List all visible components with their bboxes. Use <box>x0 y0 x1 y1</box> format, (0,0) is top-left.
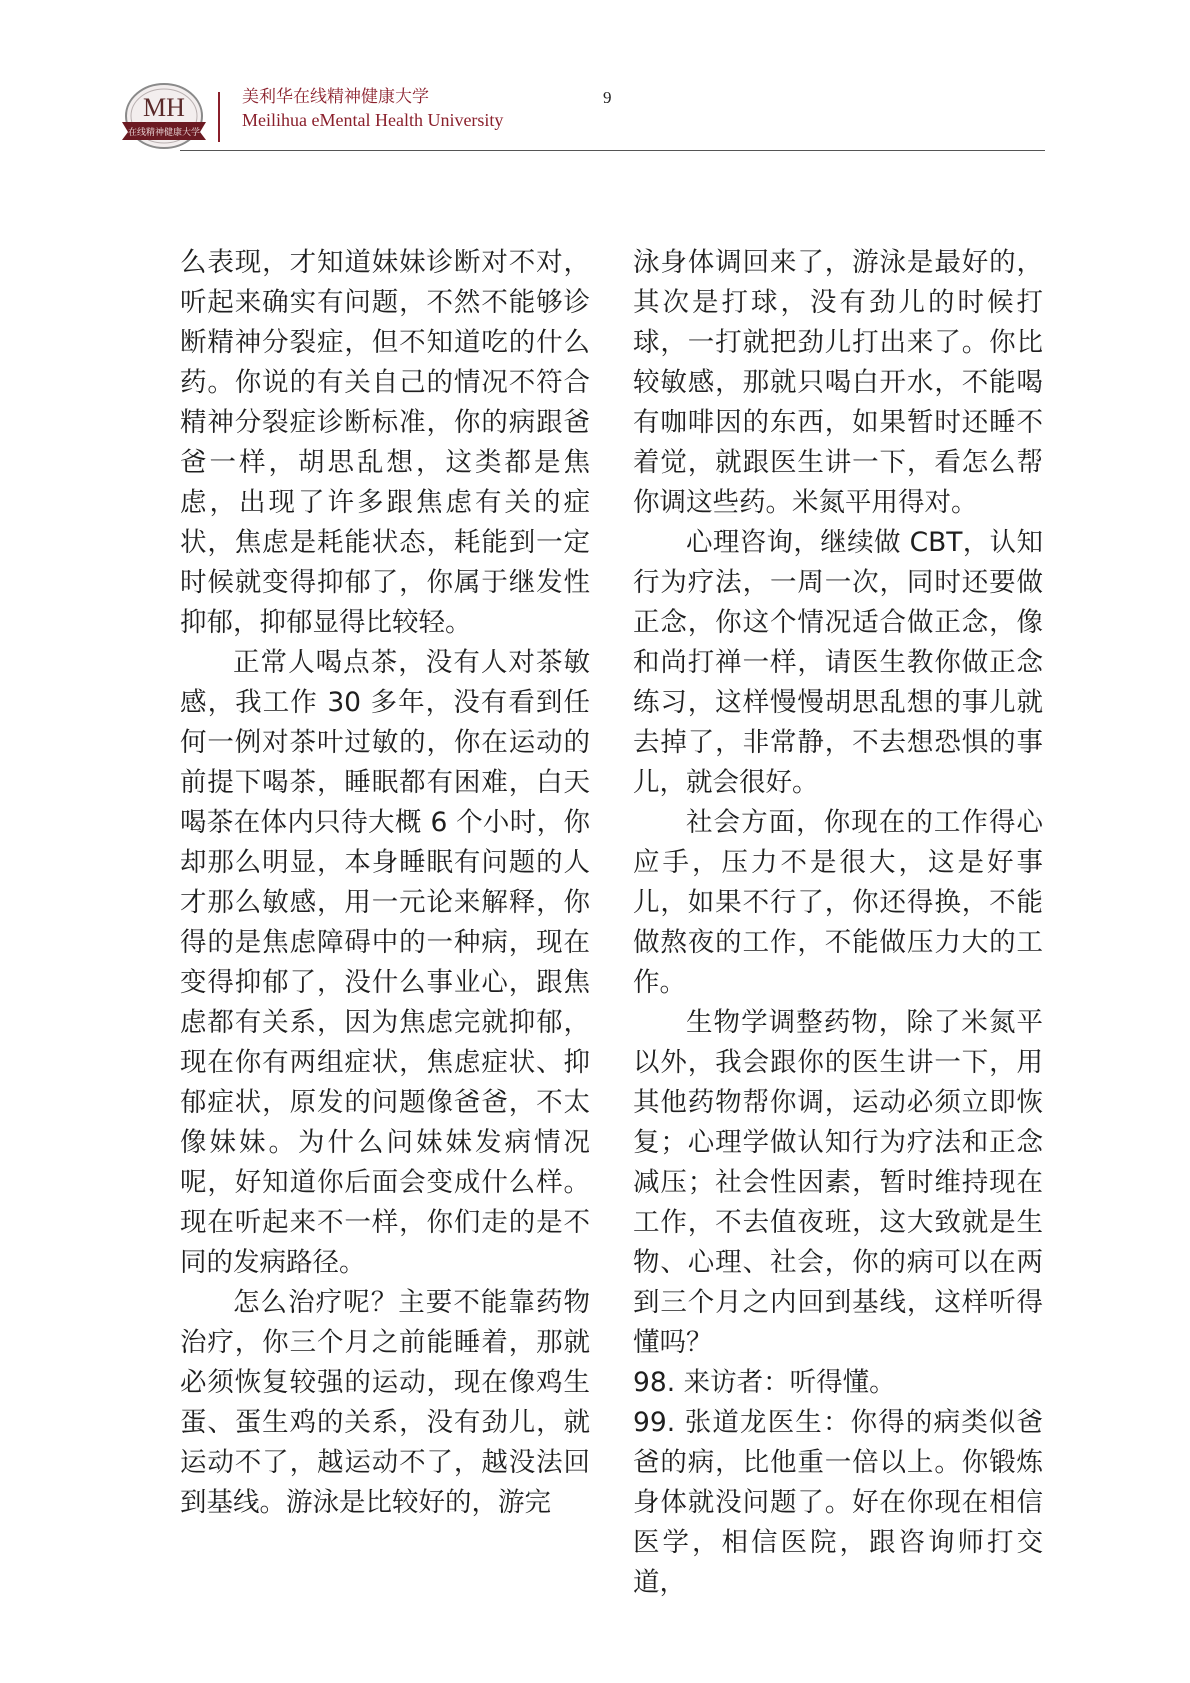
paragraph: 么表现，才知道妹妹诊断对不对，听起来确实有问题，不然不能够诊断精神分裂症，但不知道吃的什么药。你说的有关自己的情况不符合精神分裂症诊断标准，你的病跟爸爸一样，胡思乱想，这类都是焦虑，出现了许多跟焦虑有关的症状，焦虑是耗能状态，耗能到一定时候就变得抑郁了，你属于继发性抑郁，抑郁显得比较轻。 <box>180 247 590 638</box>
brand-name-en: Meilihua eMental Health University <box>242 110 504 130</box>
page-number: 9 <box>603 88 612 107</box>
paragraph: 泳身体调回来了，游泳是最好的，其次是打球，没有劲儿的时候打球，一打就把劲儿打出来了。你比较敏感，那就只喝白开水，不能喝有咖啡因的东西，如果暂时还睡不着觉，就跟医生讲一下，看怎么帮你调这些药。米氮平用得对。 <box>633 247 1043 518</box>
header-rule <box>180 150 1045 151</box>
page-header <box>0 0 1190 160</box>
paragraph: 正常人喝点茶，没有人对茶敏感，我工作 30 多年，没有看到任何一例对茶叶过敏的，你在运动的前提下喝茶，睡眠都有困难，白天喝茶在体内只待大概 6 个小时，你却那么明显，本身睡眠有问题的人才那么敏感，用一元论来解释，你得的是焦虑障碍中的一种病，现在变得抑郁了，没什么事业心，跟焦虑都有关系，因为焦虑完就抑郁，现在你有两组症状，焦虑症状、抑郁症状，原发的问题像爸爸，不太像妹妹。为什么问妹妹发病情况呢，好知道你后面会变成什么样。现在听起来不一样，你们走的是不同的发病路径。 <box>180 647 590 1278</box>
dialogue-line: 99. 张道龙医生：你得的病类似爸爸的病，比他重一倍以上。你锻炼身体就没问题了。好在你现在相信医学，相信医院，跟咨询师打交道， <box>633 1407 1043 1598</box>
paragraph: 怎么治疗呢？主要不能靠药物治疗，你三个月之前能睡着，那就必须恢复较强的运动，现在像鸡生蛋、蛋生鸡的关系，没有劲儿，就运动不了，越运动不了，越没法回到基线。游泳是比较好的，游完 <box>180 1287 590 1518</box>
paragraph: 生物学调整药物，除了米氮平以外，我会跟你的医生讲一下，用其他药物帮你调，运动必须立即恢复；心理学做认知行为疗法和正念减压；社会性因素，暂时维持现在工作，不去值夜班，这大致就是生物、心理、社会，你的病可以在两到三个月之内回到基线，这样听得懂吗？ <box>633 1007 1043 1358</box>
logo-subtext: 在线精神健康大学 <box>127 128 201 138</box>
paragraph: 心理咨询，继续做 CBT，认知行为疗法，一周一次，同时还要做正念，你这个情况适合做正念，像和尚打禅一样，请医生教你做正念练习，这样慢慢胡思乱想的事儿就去掉了，非常静，不去想恐惧的事儿，就会很好。 <box>633 527 1043 798</box>
brand-block <box>242 86 503 132</box>
dialogue-line: 98. 来访者：听得懂。 <box>633 1367 896 1398</box>
logo-text: MH <box>143 93 185 122</box>
brand-name-cn: 美利华在线精神健康大学 <box>242 87 429 107</box>
header-divider <box>218 92 220 142</box>
left-column <box>180 243 590 1523</box>
paragraph: 社会方面，你现在的工作得心应手，压力不是很大，这是好事儿，如果不行了，你还得换，不能做熬夜的工作，不能做压力大的工作。 <box>633 807 1043 998</box>
right-column <box>633 243 1043 1603</box>
university-logo <box>118 82 210 154</box>
